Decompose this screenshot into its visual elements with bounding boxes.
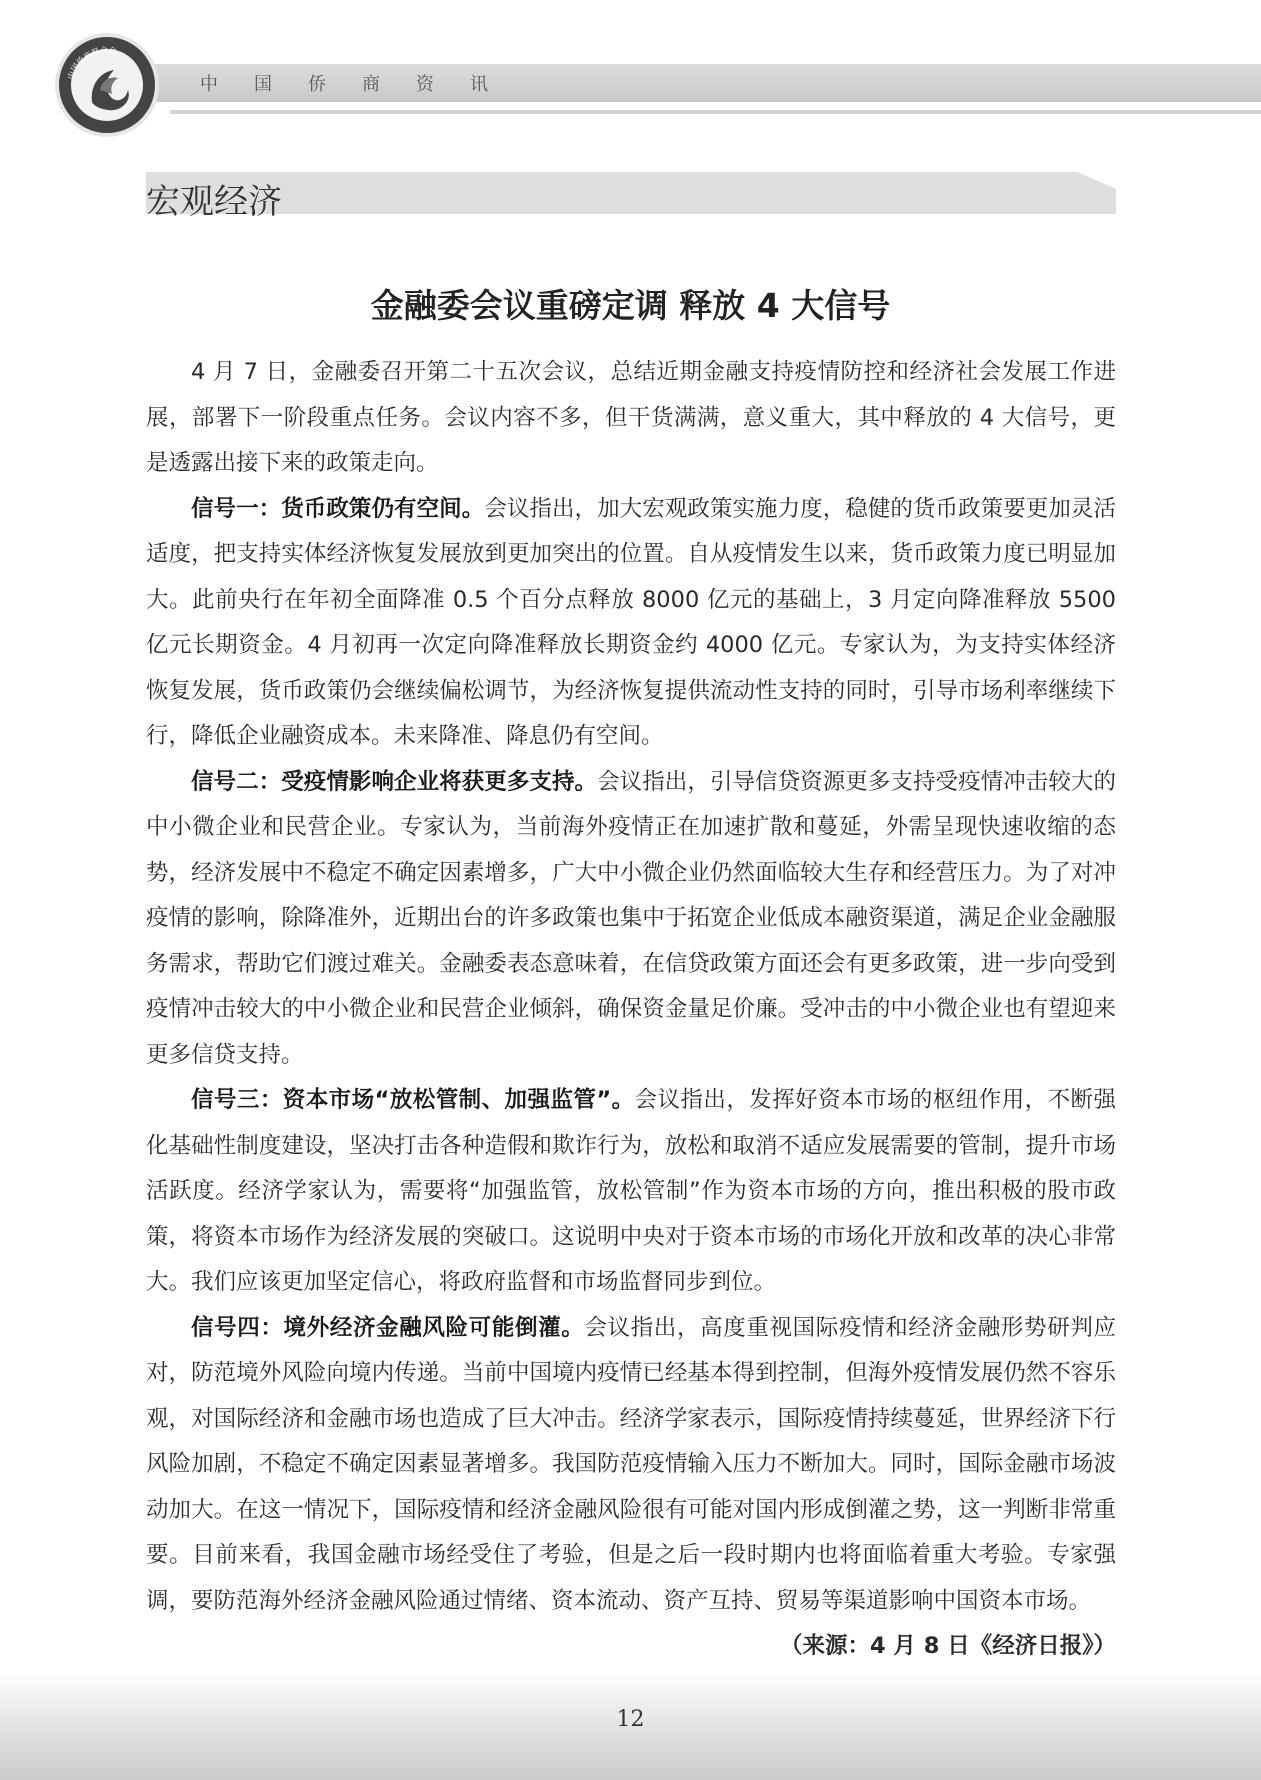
- section-band: [146, 172, 1116, 214]
- article-body: [146, 350, 1116, 1670]
- signal-heading-1: 信号一：货币政策仍有空间。: [191, 495, 485, 522]
- intro-paragraph: 4 月 7 日，金融委召开第二十五次会议，总结近期金融支持疫情防控和经济社会发展工作进展，部署下一阶段重点任务。会议内容不多，但干货满满，意义重大，其中释放的 4 大信号，更是透露出接下来的政策走向。: [146, 359, 1116, 476]
- signal-body-4: 会议指出，高度重视国际疫情和经济金融形势研判应对，防范境外风险向境内传递。当前中国境内疫情已经基本得到控制，但海外疫情发展仍然不容乐观，对国际经济和金融市场也造成了巨大冲击。经济学家表示，国际疫情持续蔓延，世界经济下行风险加剧，不稳定不确定因素显著增多。我国防范疫情输入压力不断加大。同时，国际金融市场波动加大。在这一情况下，国际疫情和经济金融风险很有可能对国内形成倒灌之势，这一判断非常重要。目前来看，我国金融市场经受住了考验，但是之后一段时期内也将面临着重大考验。专家强调，要防范海外经济金融风险通过情绪、资本流动、资产互持、贸易等渠道影响中国资本市场。: [146, 1314, 1116, 1614]
- signal-body-3: 会议指出，发挥好资本市场的枢纽作用，不断强化基础性制度建设，坚决打击各种造假和欺诈行为，放松和取消不适应发展需要的管制，提升市场活跃度。经济学家认为，需要将“加强监管，放松管制”作为资本市场的方向，推出积极的股市政策，将资本市场作为经济发展的突破口。这说明中央对于资本市场的市场化开放和改革的决心非常大。我们应该更加坚定信心，将政府监督和市场监督同步到位。: [146, 1087, 1116, 1295]
- signal-heading-3: 信号三：资本市场“放松管制、加强监管”。: [191, 1087, 635, 1113]
- header-divider: [170, 110, 1261, 114]
- page-number: 12: [616, 1707, 645, 1732]
- signal-body-2: 会议指出，引导信贷资源更多支持受疫情冲击较大的中小微企业和民营企业。专家认为，当前海外疫情正在加速扩散和蔓延，外需呈现快速收缩的态势，经济发展中不稳定不确定因素增多，广大中小微企业仍然面临较大生存和经营压力。为了对冲疫情的影响，除降准外，近期出台的许多政策也集中于拓宽企业低成本融资渠道，满足企业金融服务需求，帮助它们渡过难关。金融委表态意味着，在信贷政策方面还会有更多政策，进一步向受到疫情冲击较大的中小微企业和民营企业倾斜，确保资金量足价廉。受冲击的中小微企业也有望迎来更多信贷支持。: [146, 768, 1116, 1068]
- signal-paragraph-3: [146, 1078, 1116, 1306]
- article-title: 金融委会议重磅定调 释放 4 大信号: [370, 286, 891, 325]
- signal-body-1: 会议指出，加大宏观政策实施力度，稳健的货币政策要更加灵活适度，把支持实体经济恢复发展放到更加突出的位置。自从疫情发生以来，货币政策力度已明显加大。此前央行在年初全面降准 0.5 个百分点释放 8000 亿元的基础上，3 月定向降准释放 5500 亿元长期资金。4 月初再一次定向降准释放长期资金约 4000 亿元。专家认为，为支持实体经济恢复发展，货币政策仍会继续偏松调节，为经济恢复提供流动性支持的同时，引导市场利率继续下行，降低企业融资成本。未来降准、降息仍有空间。: [146, 495, 1116, 749]
- source-citation: （来源：4 月 8 日《经济日报》）: [779, 1633, 1116, 1659]
- signal-paragraph-2: [146, 760, 1116, 1079]
- publication-title: 中国侨商资讯: [200, 74, 524, 95]
- signal-paragraph-4: [146, 1306, 1116, 1659]
- logo-text: 中国侨商联合会: [66, 45, 118, 81]
- section-title: 宏观经济: [146, 182, 282, 222]
- signal-heading-4: 信号四：境外经济金融风险可能倒灌。: [191, 1314, 585, 1341]
- signal-paragraph-1: [146, 487, 1116, 760]
- federation-logo-icon: [52, 30, 162, 140]
- signal-heading-2: 信号二：受疫情影响企业将获更多支持。: [191, 768, 598, 795]
